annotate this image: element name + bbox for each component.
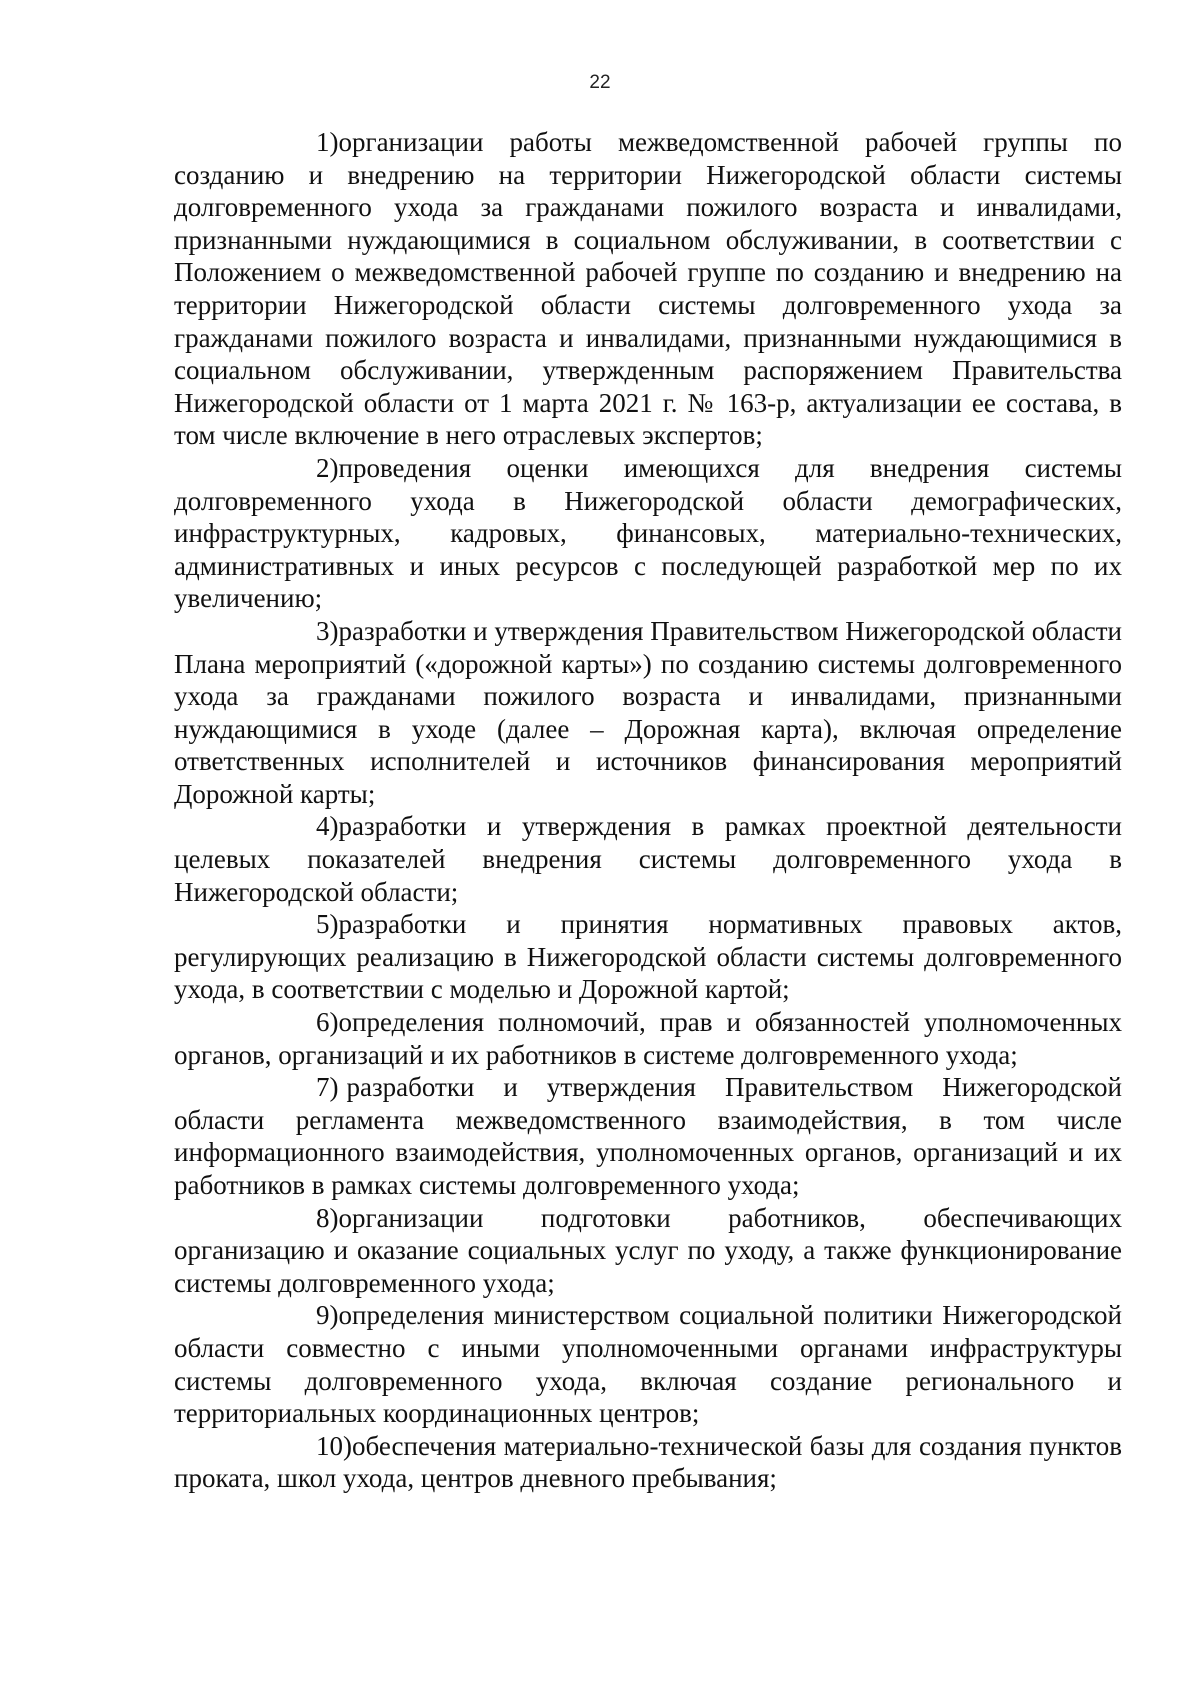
- item-number: 5): [316, 909, 339, 940]
- item-text: проведения оценки имеющихся для внедрения системы долговременного ухода в Нижегородской области демографических, инфраструктурных, кадровых, финансовых, материально-технических, административных и иных ресурсов с последующей разработкой мер по их увеличению;: [174, 452, 1122, 614]
- list-item-10: [174, 1430, 1122, 1495]
- item-number: 1): [316, 127, 339, 157]
- item-text: обеспечения материально-технической базы для создания пунктов проката, школ ухода, центров дневного пребывания;: [174, 1430, 1122, 1494]
- list-item-1: [174, 126, 1122, 452]
- item-text: определения министерством социальной политики Нижегородской области совместно с иными уполномоченными органами инфраструктуры системы долговременного ухода, включая создание регионального и территориальных координационных центров;: [174, 1300, 1122, 1429]
- list-item-3: [174, 615, 1122, 811]
- item-number: 10): [316, 1430, 352, 1461]
- item-number: 7): [316, 1072, 339, 1103]
- item-number: 2): [316, 452, 339, 483]
- item-text: организации работы межведомственной рабочей группы по созданию и внедрению на территории Нижегородской области системы долговременного ухода за гражданами пожилого возраста и инвалидами, признанными нуждающимися в социальном обслуживании, в соответствии с Положением о межведомственной рабочей группе по созданию и внедрению на территории Нижегородской области системы долговременного ухода за гражданами пожилого возраста и инвалидами, признанными нуждающимися в социальном обслуживании, утвержденным распоряжением Правительства Нижегородской области от 1 марта 2021 г. № 163-р, актуализации ее состава, в том числе включение в него отраслевых экспертов;: [174, 127, 1122, 451]
- item-text: определения полномочий, прав и обязанностей уполномоченных органов, организаций и их работников в системе долговременного ухода;: [174, 1007, 1122, 1070]
- item-number: 8): [316, 1202, 339, 1233]
- page-number: 22: [589, 72, 611, 93]
- document-body: [174, 126, 1122, 1495]
- list-item-2: [174, 452, 1122, 615]
- item-text: разработки и утверждения в рамках проектной деятельности целевых показателей внедрения системы долговременного ухода в Нижегородской области;: [174, 811, 1122, 907]
- item-number: 4): [316, 811, 339, 842]
- list-item-4: [174, 810, 1122, 908]
- list-item-7: [174, 1071, 1122, 1201]
- item-text: организации подготовки работников, обеспечивающих организацию и оказание социальных услуг по уходу, а также функционирование системы долговременного ухода;: [174, 1202, 1122, 1298]
- item-text: разработки и утверждения Правительством Нижегородской области Плана мероприятий («дорожной карты») по созданию системы долговременного ухода за гражданами пожилого возраста и инвалидами, признанными нуждающимися в уходе (далее – Дорожная карта), включая определение ответственных исполнителей и источников финансирования мероприятий Дорожной карты;: [174, 615, 1122, 809]
- list-item-6: [174, 1006, 1122, 1071]
- item-number: 6): [316, 1007, 339, 1038]
- list-item-8: [174, 1202, 1122, 1300]
- item-text: разработки и утверждения Правительством Нижегородской области регламента межведомственного взаимодействия, в том числе информационного взаимодействия, уполномоченных органов, организаций и их работников в рамках системы долговременного ухода;: [174, 1072, 1122, 1200]
- item-number: 3): [316, 615, 339, 646]
- item-text: разработки и принятия нормативных правовых актов, регулирующих реализацию в Нижегородской области системы долговременного ухода, в соответствии с моделью и Дорожной картой;: [174, 909, 1122, 1005]
- item-number: 9): [316, 1300, 339, 1331]
- list-item-5: [174, 908, 1122, 1006]
- list-item-9: [174, 1299, 1122, 1429]
